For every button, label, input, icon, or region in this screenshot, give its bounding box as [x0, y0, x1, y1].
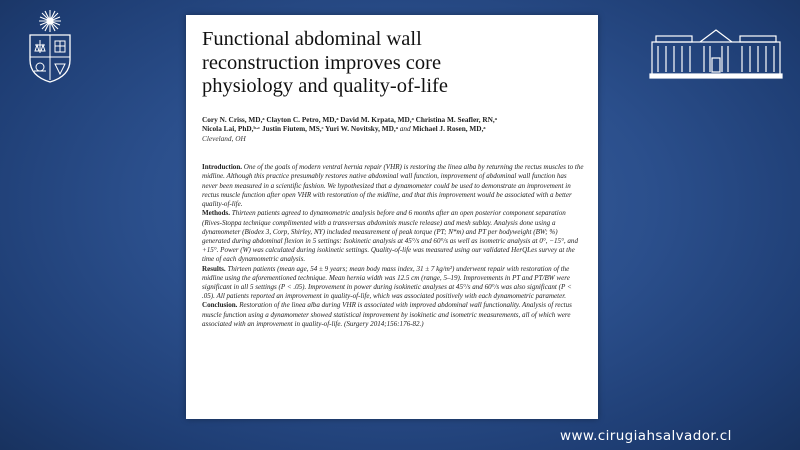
paper-page	[186, 15, 598, 419]
section-text: Restoration of the linea alba during VHR is associated with improved abdominal wall functionality. Analysis of rectus muscle function using a dynamometer showed statistical improvement by isokinetic and isometric measurements, all of which were associated with an improvement in quality-of-life. (Surgery 2014;156:176-82.)	[202, 301, 572, 328]
section-text: One of the goals of modern ventral hernia repair (VHR) is restoring the linea alba by returning the rectus muscles to the midline. Although this practice presumably restores native abdominal wall function, improvement of abdominal wall function has never been measured in a scientific fashion. We hypothesized that a dynamometer could be used to demonstrate an improvement in rectus muscle function after open VHR with restoration of the midline, and that this improvement would be associated with a better quality-of-life.	[202, 163, 584, 209]
abstract-introduction	[202, 163, 584, 209]
author-line-2-end: Michael J. Rosen, MD,ᵃ	[412, 124, 486, 134]
section-heading: Introduction.	[202, 163, 243, 172]
section-heading: Methods.	[202, 209, 230, 218]
author-line-2-start: Nicola Lai, PhD,ᵇ·ᶜ Justin Fiutem, MS,ᶜ Yuri W. Novitsky, MD,ᵃ	[202, 124, 398, 134]
abstract-results	[202, 265, 584, 302]
section-heading: Conclusion.	[202, 301, 238, 310]
author-line-1: Cory N. Criss, MD,ᵃ Clayton C. Petro, MD,ᵃ David M. Krpata, MD,ᵃ Christina M. Seafler, RN,ᵃ	[202, 114, 497, 124]
abstract-methods	[202, 209, 584, 264]
abstract	[202, 163, 584, 329]
author-location: Cleveland, OH	[202, 133, 246, 143]
author-list	[202, 115, 584, 134]
abstract-conclusion	[202, 301, 584, 329]
section-text: Thirteen patients (mean age, 54 ± 9 years; mean body mass index, 31 ± 7 kg/m²) underwent repair with restoration of the midline using the aforementioned technique. Mean hernia width was 12.5 cm (range, 5–19). Improvements in PT and PT/BW were significant in all 5 settings (P < .05). Improvement in power during isokinetic analyses at 45°/s and 60°/s was also significant (P < .05). All patients reported an improvement in quality-of-life, which was associated positively with each dynamometric parameter.	[202, 264, 572, 301]
section-heading: Results.	[202, 264, 226, 273]
hospital-building-icon	[648, 28, 784, 80]
section-text: Thirteen patients agreed to dynamometric analysis before and 6 months after an open posterior component separation (Rives-Stoppa technique complimented with a transversus abdominis muscle release) and mesh sublay. Analysis done using a dynamometer (Biodex 3, Corp, Shirley, NY) included measurement of peak torque (PT; N*m) and PT per bodyweight (BW; %) generated during abdominal flexion in 5 settings: Isokinetic analysis at 45°/s and 60°/s as well as isometric analysis at 0°, −15°, and +15°. Power (W) was calculated during isokinetic settings. Quality-of-life was measured using our validated HerQLes survey at the time of each dynamometric analysis.	[202, 209, 578, 264]
university-crest-icon	[24, 8, 76, 84]
website-url: www.cirugiahsalvador.cl	[560, 428, 732, 444]
author-conjunction: and	[399, 124, 411, 134]
paper-title: Functional abdominal wall reconstruction improves core physiology and quality-of-life	[202, 28, 448, 97]
author-line-2	[202, 124, 584, 134]
